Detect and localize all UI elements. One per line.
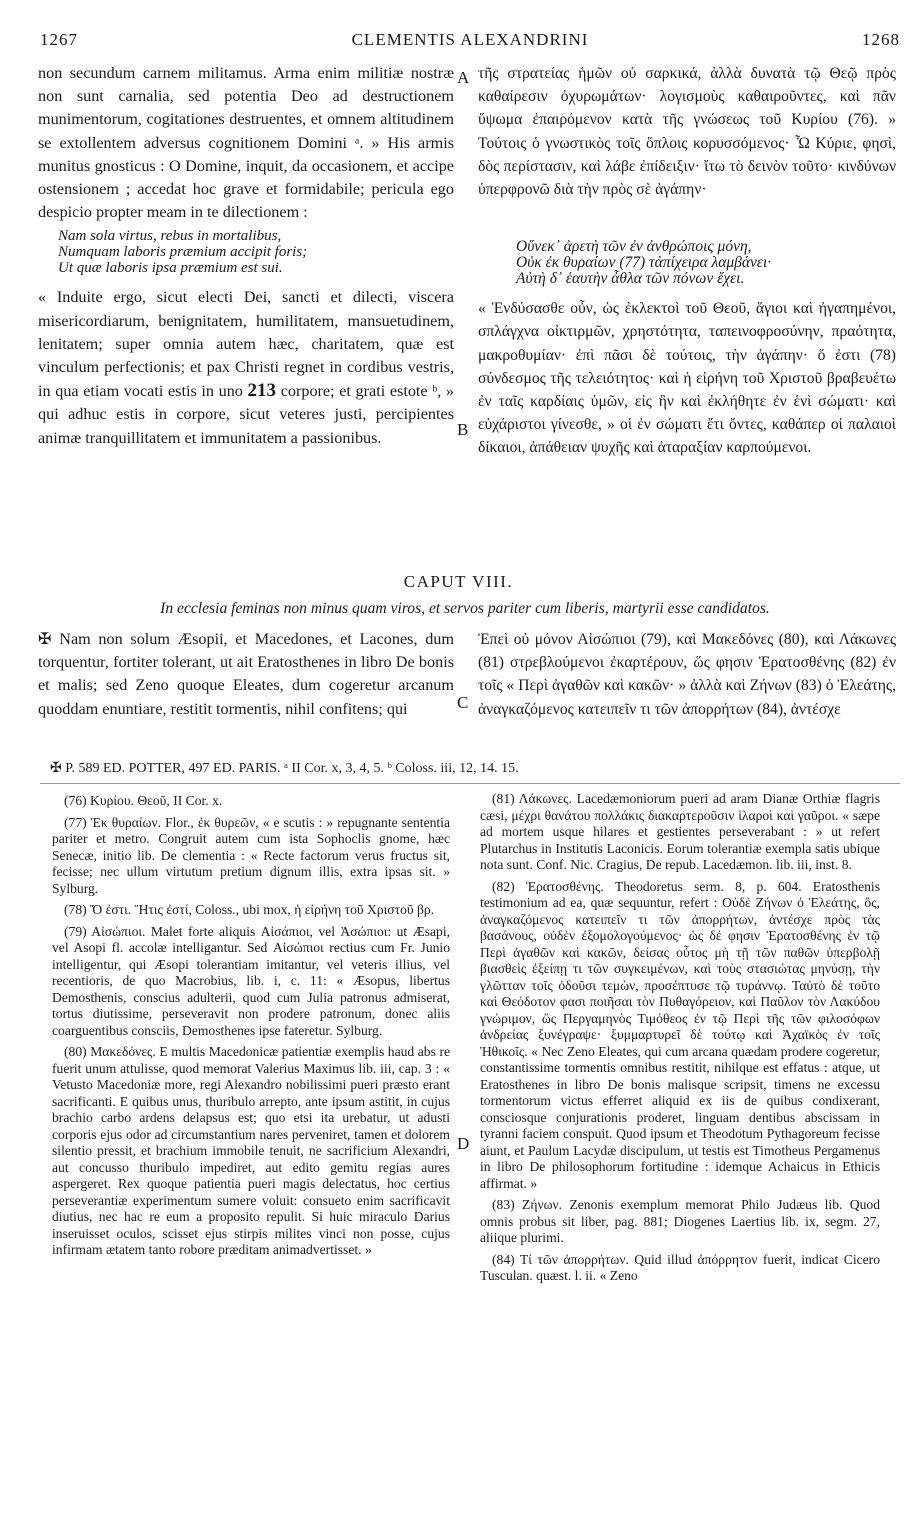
note: (80) Μακεδόνες. E multis Macedonicæ patientiæ exemplis haud abs re fuerit unum attulisse, quod memorat Valerius Maximus lib. iii, cap. 3 : « Vetusto Macedoniæ more, regi Alexandro nobilissimi pueri præsto erant sacrificanti. E quibus unus, thuribulo arrepto, ante ipsum astitit, in cujus brachio carbo ardens delapsus est; quo etsi ita urebatur, ut adusti corporis ejus odor ad circumstantium nares perveniret, tamen et dolorem silentio pressit, et brachium immobile tenuit, ne sacrificium Alexandri, aut concusso thuribulo impediret, aut edito gemitu regias aures aspergeret. Rex quoque patientia pueri magis delectatus, hoc certius perseverantiæ experimentum sumere voluit: consueto enim sacrificavit diutius, nec hac re eum a proposito repulit. Si huic miraculo Darius inseruisset oculos, scisset ejus stirpis milites vinci non posse, cujus infirmam ætatem tanto robore præditam animadvertisset. » — [52, 1044, 450, 1257]
notes-divider — [40, 783, 900, 784]
note: (81) Λάκωνες. Lacedæmoniorum pueri ad aram Dianæ Orthiæ flagris cæsi, μέχρι θανάτου πολλάκις διακαρτεροῦσιν ἱλαροὶ καὶ γαῦροι. « sæpe ad mortem usque hilares et gestientes perseverabant : » ut refert Plutarchus in Institutis Laconicis. Eorum tolerantiæ exempla satis ubique nota sunt. Conf. Nic. Cragius, De repub. Lacedæmon. lib. iii, inst. 8. — [480, 791, 880, 872]
latin-column-top — [38, 62, 454, 450]
greek-verse — [516, 239, 896, 287]
latin-paragraph-2-end: corpore; et grati estote ᵇ, » qui adhuc estis in corpore, sicut veteres justi, percipientes animæ tranquillitatem et immunitatem a passionibus. — [38, 382, 455, 447]
note: (84) Τί τῶν ἀπορρήτων. Quid illud ἀπόρρητον fuerit, indicat Cicero Tusculan. quæst. l. ii. « Zeno — [480, 1251, 880, 1283]
latin-paragraph-2 — [38, 286, 454, 449]
greek-column-top — [478, 62, 896, 460]
note: (79) Αἰσώπιοι. Malet forte aliquis Αἰσάπιοι, vel Ἀσώπιοι: ut Æsapi, vel Asopi fl. accolæ intelligantur. Sed Αἰσώπιοι rectius cum Fr. Junio intelligentur, qui Æsopi tolerantiam imitantur, vel veteris illius, vel recentioris, de quo Macrobius, lib. i, c. 11: « Æsopus, libertus Demosthenis, conscius adulterii, quod cum Julia patronus admiserat, tortus diutissime, perseveravit non prodere patronum, donec aliis coarguentibus consciis, Demosthenes ipse fateretur. Sylburg. — [52, 923, 450, 1038]
greek-chapter-text: Ἐπεὶ οὐ μόνον Αἰσώπιοι (79), καὶ Μακεδόνες (80), καὶ Λάκωνες (81) στρεβλούμενοι ἐκαρτέρουν, ὥς φησιν Ἐρατοσθένης (82) ἐν τοῖς « Περὶ ἀγαθῶν καὶ κακῶν· » ἀλλὰ καὶ Ζήνων (83) ὁ Ἐλεάτης, ἀναγκαζόμενος κατειπεῖν τι τῶν ἀπορρήτων (84), ἀντέσχε — [478, 631, 896, 718]
chapter-subtitle: In ecclesia feminas non minus quam viros, et servos pariter cum liberis, martyrii esse candidatos. — [160, 600, 770, 617]
page-number-right: 1268 — [862, 30, 900, 49]
note: (83) Ζήνων. Zenonis exemplum memorat Philo Judæus lib. Quod omnis probus sit liber, pag. 881; Diogenes Laertius lib. ix, segm. 27, aliique plurimi. — [480, 1197, 880, 1245]
notes-left-column — [52, 793, 450, 1264]
greek-verse-line: Οὕνεκ᾽ ἀρετὴ τῶν ἐν ἀνθρώποις μόνη, — [516, 238, 752, 256]
margin-letter-a: A — [457, 68, 470, 87]
note: (82) Ἐρατοσθένης. Theodoretus serm. 8, p. 604. Eratosthenis testimonium ad ea, quæ sequuntur, refert : Οὐδὲ Ζήνων ὁ Ἐλεάτης, ὃς, ἀναγκαζόμενος κατειπεῖν τι τῶν ἀπορρήτων, ἀντέσχε πρὸς τὰς βασάνους, οὐδὲν ἐξομολογούμενος· ὡς δέ φησιν Ἐρατοσθένης ἐν τῷ Περὶ ἀγαθῶν καὶ κακῶν, δείσας οὗτος μὴ τῇ τῶν παθῶν ὑπερβολῇ βιασθεὶς ἐξείπῃ τι τῶν συγκειμένων, καὶ τοὺς στασιώτας μηνύσῃ, τὴν γλῶτταν τοῖς ὀδοῦσι τεμὼν, προσέπτυσε τῷ τυράννῳ. Ταὐτὸ δὲ τοῦτο καὶ Θεόδοτον φασι ποιῆσαι τὸν Πυθαγόρειον, καὶ Παῦλον τὸν Λακύδου γνώριμον, ὥς Περγαμηνὸς Τιμόθεος ἐν τῷ Περὶ τῆς τῶν φιλοσόφων ἀνδρείας ξυνέγραψε· ξυμμαρτυρεῖ δὲ τούτῳ καὶ Ἀχαϊκὸς ἐν τοῖς Ἠθικοῖς. « Nec Zeno Eleates, qui cum arcana quædam prodere cogeretur, constantissime tormentis omnibus restitit, nihilque est effatus : atque, ut Eratosthenes in libro De bonis malisque scripsit, timens ne excessu tormentorum victus efferret aliquid ex iis de quibus condixerant, consciosque conjurationis proderet, linguam dentibus abscissam in tyranni faciem conspuit. Quod ipsum et Theodotum Pythagoreum fecisse aiunt, et Paulum Lacydæ discipulum, ut testis est Timotheus Pergamenus in libro De philosophorum fortitudine : idemque Achaicus in Ethicis affirmat. » — [480, 878, 880, 1191]
latin-verse — [58, 228, 454, 276]
margin-letter-c: C — [457, 693, 469, 712]
latin-verse-line: Numquam laboris præmium accipit foris; — [58, 244, 308, 261]
latin-paragraph-2-start: « Induite ergo, sicut electi Dei, sancti et dilecti, viscera misericordiarum, benignitatem, humilitatem, mansuetudinem, lenitatem; super omnia autem hæc, charitatem, quæ est vinculum perfectionis; et pax Christi regnet in cordibus vestris, in qua etiam vocati estis in uno — [38, 288, 454, 401]
edition-reference-line: ✠ P. 589 ED. POTTER, 497 ED. PARIS. ᵃ II Cor. x, 3, 4, 5. ᵇ Coloss. iii, 12, 14. 15. — [50, 761, 519, 776]
edition-page-number: 213 — [247, 380, 277, 402]
note: (78) Ὅ ἐστι. Ἥτις ἐστί, Coloss., ubi mox, ἡ εἰρήνη τοῦ Χριστοῦ βρ. — [64, 902, 435, 917]
latin-paragraph-1: non secundum carnem militamus. Arma enim militiæ nostræ non sunt carnalia, sed potentia Deo ad destructionem munimentorum, cogitationes destruentes, et omnem altitudinem se extollentem adversus cognitionem Domini ᵃ. » His armis munitus gnosticus : O Domine, inquit, da occasionem, et accipe ostensionem ; accedat hoc grave et formidabile; pericula ego despicio propter meam in te dilectionem : — [38, 64, 454, 222]
greek-verse-line: Οὐκ ἐκ θυραίων (77) τἀπίχειρα λαμβάνει· — [516, 254, 772, 272]
latin-verse-line: Ut quæ laboris ipsa præmium est sui. — [58, 260, 283, 277]
notes-right-column — [480, 791, 880, 1290]
margin-letter-b: B — [457, 420, 469, 439]
running-header — [40, 30, 900, 52]
greek-paragraph-2: « Ἐνδύσασθε οὖν, ὡς ἐκλεκτοὶ τοῦ Θεοῦ, ἅγιοι καὶ ἠγαπημένοι, σπλάγχνα οἰκτιρμῶν, χρηστότητα, ταπεινοφροσύνην, πραότητα, μακροθυμίαν· ἐπὶ πᾶσι δὲ τούτοις, τὴν ἀγάπην· ὅ ἐστι (78) σύνδεσμος τῆς τελειότητος· καὶ ἡ εἰρήνη τοῦ Χριστοῦ βραβευέτω ἐν ταῖς καρδίαις ὑμῶν, εἰς ἣν καὶ ἐκλήθητε ἐν ἑνὶ σώματι· καὶ εὐχάριστοι γίνεσθε, » οἱ ἐν σώματι ἔτι ὄντες, καθάπερ οἱ παλαιοὶ δίκαιοι, ἀπάθειαν ψυχῆς καὶ ἀταραξίαν καρπούμενοι. — [478, 300, 896, 457]
running-title: CLEMENTIS ALEXANDRINI — [351, 30, 589, 49]
greek-verse-line: Αὐτὴ δ᾽ ἑαυτὴν ἆθλα τῶν πόνων ἔχει. — [516, 270, 745, 288]
margin-letter-d: D — [457, 1134, 470, 1153]
latin-verse-line: Nam sola virtus, rebus in mortalibus, — [58, 228, 282, 245]
greek-paragraph-1: τῆς στρατείας ἡμῶν οὐ σαρκικά, ἀλλὰ δυνατὰ τῷ Θεῷ πρὸς καθαίρεσιν ὀχυρωμάτων· λογισμοὺς καθαιροῦντες, καὶ πᾶν ὕψωμα ἐπαιρόμενον κατὰ τῆς γνώσεως τοῦ Κυρίου (76). » Τούτοις ὁ γνωστικὸς τοῖς ὅπλοις κορυσσόμενος· Ὦ Κύριε, φησὶ, δὸς περίστασιν, καὶ λάβε ἐπίδειξιν· ἴτω τὸ δεινὸν τοῦτο· κινδύνων ὑπερφρονῶ διὰ τὴν πρὸς σὲ ἀγάπην· — [478, 65, 896, 199]
note: (77) Ἐκ θυραίων. Flor., ἐκ θυρεῶν, « e scutis : » repugnante sententia pariter et metro. Congruit autem cum ista Sophoclis gnome, hæc Senecæ, initio lib. De clementia : « Recte factorum verus fructus sit, fecisse; nec ullum virtutum pretium dignum illis, extra ipsas sit. » Sylburg. — [52, 814, 450, 896]
note: (76) Κυρίου. Θεοῦ, II Cor. x. — [64, 793, 223, 808]
latin-chapter-text: ✠ Nam non solum Æsopii, et Macedones, et Lacones, dum torquentur, fortiter tolerant, ut ait Eratosthenes in libro De bonis et malis; sed Zeno quoque Eleates, dum cogeretur arcanum quoddam enuntiare, restitit tormentis, nihil confitens; qui — [38, 630, 454, 718]
page-number-left: 1267 — [40, 30, 78, 49]
chapter-heading: CAPUT VIII. — [403, 572, 514, 591]
